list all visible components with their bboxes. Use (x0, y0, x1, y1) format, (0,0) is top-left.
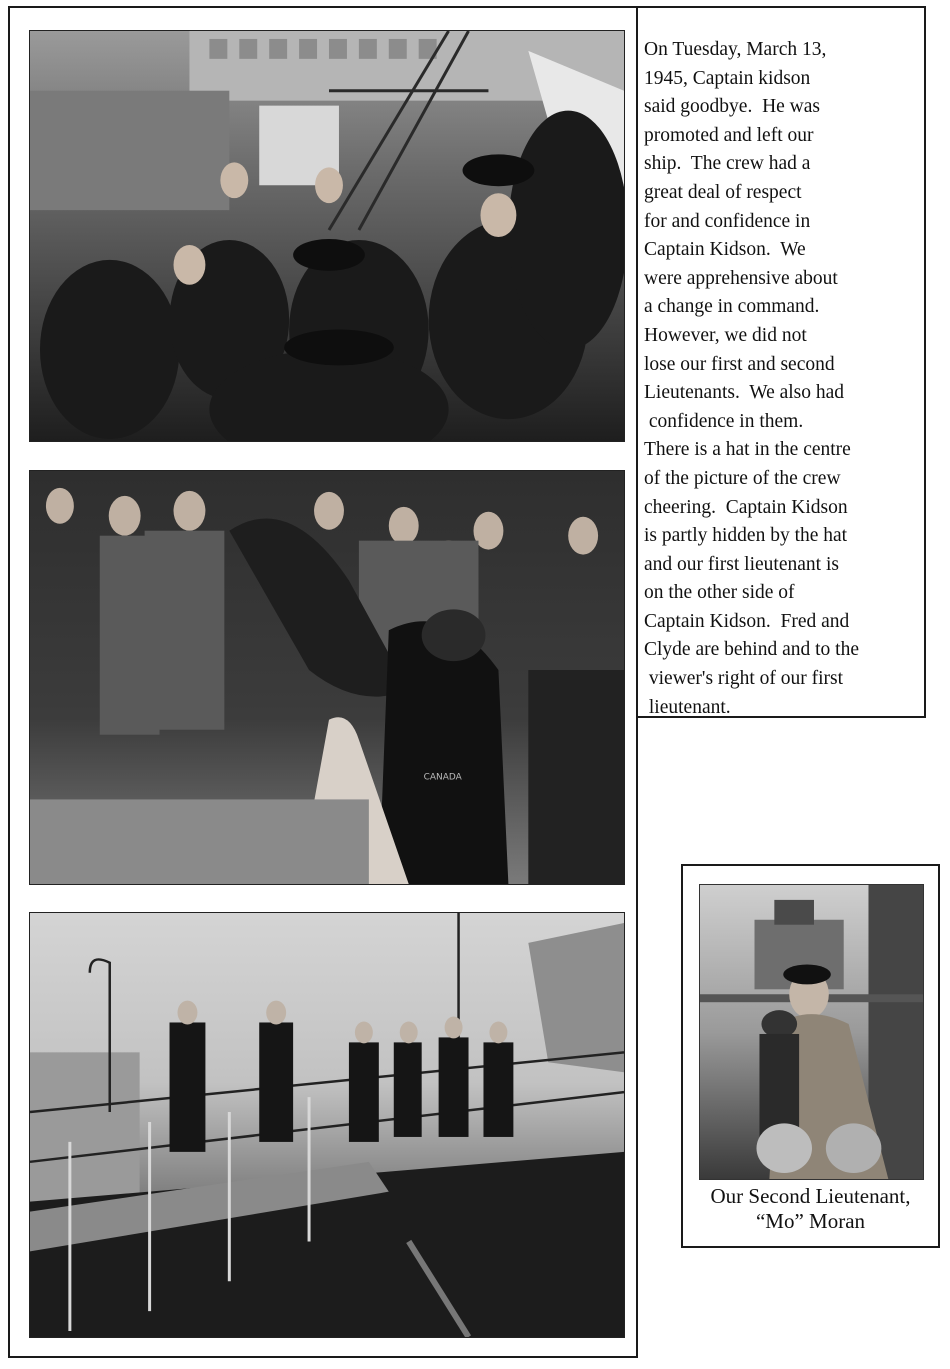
story-line: Clyde are behind and to the (644, 639, 859, 661)
story-line: great deal of respect (644, 181, 802, 203)
photo-captain-farewell-crowd (29, 30, 625, 442)
story-line: On Tuesday, March 13, (644, 39, 827, 60)
story-line: ship. The crew had a (644, 153, 811, 175)
story-line: 1945, Captain kidson (644, 67, 811, 89)
caption-line-1: Our Second Lieutenant, (710, 1184, 911, 1208)
story-line: Captain Kidson. We (644, 239, 806, 261)
photo-2-image (30, 471, 624, 884)
photo-crew-cheering (29, 470, 625, 885)
story-line: of the picture of the crew (644, 467, 841, 489)
uniform-shoulder-flash: CANADA (423, 772, 462, 783)
second-lieutenant-box (681, 864, 940, 1248)
story-line: lose our first and second (644, 353, 835, 375)
story-line: said goodbye. He was (644, 96, 821, 118)
story-line: for and confidence in (644, 210, 811, 232)
story-line: promoted and left our (644, 124, 814, 146)
caption-line-2: “Mo” Moran (755, 1209, 866, 1233)
story-line: However, we did not (644, 324, 807, 346)
story-box (638, 6, 926, 718)
story-line: Captain Kidson. Fred and (644, 610, 850, 632)
second-lieutenant-caption (683, 1184, 938, 1234)
photo-officers-gangway (29, 912, 625, 1338)
story-text (644, 36, 924, 722)
photo-4-image (700, 885, 923, 1179)
story-line: viewer's right of our first (644, 668, 844, 690)
story-line: There is a hat in the centre (644, 439, 851, 461)
story-line: a change in command. (644, 296, 820, 318)
photo-3-image (30, 913, 624, 1337)
story-line: and our first lieutenant is (644, 553, 839, 575)
story-line: were apprehensive about (644, 267, 838, 289)
story-line: on the other side of (644, 582, 795, 604)
story-line: cheering. Captain Kidson (644, 496, 848, 518)
story-line: Lieutenants. We also had (644, 382, 845, 404)
story-line: is partly hidden by the hat (644, 525, 848, 547)
photo-second-lieutenant (699, 884, 924, 1180)
photo-1-image (30, 31, 624, 441)
story-line: lieutenant. (644, 696, 731, 718)
story-line: confidence in them. (644, 410, 804, 432)
